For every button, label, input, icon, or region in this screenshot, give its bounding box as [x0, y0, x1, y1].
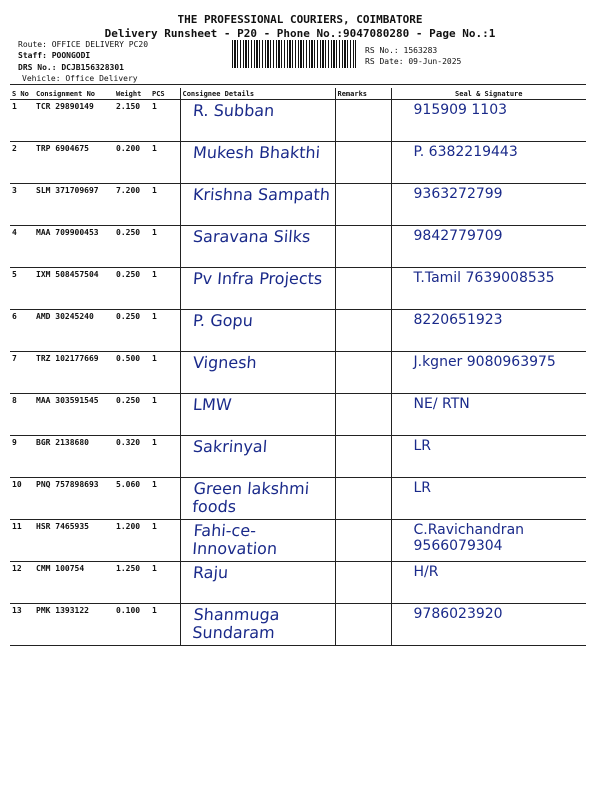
col-remarks: Remarks	[335, 88, 391, 100]
pcs-text: 1	[152, 312, 157, 321]
consignee-name	[180, 394, 335, 436]
remarks	[335, 268, 391, 310]
consignment-no	[34, 436, 114, 478]
pcs-text: 1	[152, 354, 157, 363]
pcs-text: 1	[152, 228, 157, 237]
remarks	[335, 352, 391, 394]
row-sno	[10, 268, 34, 310]
vehicle-label: Vehicle: Office Delivery	[22, 74, 138, 83]
consignee-handwriting: R. Subban	[191, 101, 275, 120]
signature	[391, 520, 586, 562]
pcs-text: 1	[152, 522, 157, 531]
signature	[391, 100, 586, 142]
company-title: THE PROFESSIONAL COURIERS, COIMBATORE	[177, 13, 423, 26]
weight-text: 0.250	[116, 228, 141, 237]
table-row	[10, 142, 586, 184]
weight	[114, 184, 150, 226]
table-row	[10, 394, 586, 436]
consignee-handwriting: Mukesh Bhakthi	[191, 143, 321, 162]
consignee-name	[180, 604, 335, 646]
pcs	[150, 604, 180, 646]
pcs	[150, 394, 180, 436]
consignment-no-text: BGR 2138680	[36, 438, 89, 447]
weight-text: 0.250	[116, 312, 141, 321]
consignment-no	[34, 520, 114, 562]
rs-date: RS Date: 09-Jun-2025	[365, 57, 462, 66]
consignment-no-text: IXM 508457504	[36, 270, 99, 279]
consignment-no	[34, 604, 114, 646]
signature	[391, 478, 586, 520]
pcs	[150, 268, 180, 310]
weight	[114, 478, 150, 520]
signature-handwriting: H/R	[413, 564, 439, 580]
signature-handwriting: 9363272799	[413, 186, 503, 202]
col-sno: S No	[10, 88, 34, 100]
weight-text: 1.250	[116, 564, 141, 573]
row-sno	[10, 100, 34, 142]
weight-text: 0.100	[116, 606, 141, 615]
signature-handwriting: NE/ RTN	[413, 396, 470, 412]
runsheet-subtitle: Delivery Runsheet - P20 - Phone No.:9047080280 - Page No.:1	[104, 27, 496, 40]
row-sno-text: 4	[12, 228, 17, 237]
remarks	[335, 226, 391, 268]
consignee-handwriting: Pv Infra Projects	[191, 269, 323, 288]
table-row	[10, 478, 586, 520]
weight	[114, 520, 150, 562]
consignment-no-text: AMD 30245240	[36, 312, 94, 321]
col-weight: Weight	[114, 88, 150, 100]
row-sno-text: 12	[12, 564, 22, 573]
row-sno	[10, 478, 34, 520]
weight-text: 7.200	[116, 186, 141, 195]
table-row	[10, 604, 586, 646]
pcs	[150, 436, 180, 478]
weight-text: 1.200	[116, 522, 141, 531]
table-row	[10, 268, 586, 310]
remarks	[335, 562, 391, 604]
consignee-name	[180, 436, 335, 478]
col-signature: Seal & Signature	[391, 88, 586, 100]
consignment-no	[34, 478, 114, 520]
pcs	[150, 352, 180, 394]
pcs	[150, 184, 180, 226]
pcs-text: 1	[152, 102, 157, 111]
consignment-no	[34, 184, 114, 226]
row-sno	[10, 604, 34, 646]
pcs-text: 1	[152, 396, 157, 405]
signature-handwriting: J.kgner 9080963975	[413, 354, 556, 370]
remarks	[335, 394, 391, 436]
weight	[114, 562, 150, 604]
row-sno-text: 9	[12, 438, 17, 447]
row-sno-text: 2	[12, 144, 17, 153]
weight-text: 0.200	[116, 144, 141, 153]
weight-text: 2.150	[116, 102, 141, 111]
pcs	[150, 562, 180, 604]
row-sno	[10, 310, 34, 352]
weight	[114, 394, 150, 436]
consignee-handwriting: Green lakshmi foods	[191, 479, 310, 516]
remarks	[335, 478, 391, 520]
table-row	[10, 436, 586, 478]
consignee-name	[180, 268, 335, 310]
signature-handwriting: P. 6382219443	[413, 144, 518, 160]
consignment-no-text: MAA 303591545	[36, 396, 99, 405]
header-divider	[10, 84, 586, 85]
signature	[391, 352, 586, 394]
row-sno-text: 5	[12, 270, 17, 279]
consignment-no	[34, 226, 114, 268]
pcs-text: 1	[152, 480, 157, 489]
weight-text: 0.250	[116, 396, 141, 405]
consignment-no	[34, 562, 114, 604]
pcs	[150, 100, 180, 142]
remarks	[335, 100, 391, 142]
consignee-name	[180, 310, 335, 352]
consignment-no-text: HSR 7465935	[36, 522, 89, 531]
signature-handwriting: 9786023920	[413, 606, 503, 622]
row-sno	[10, 520, 34, 562]
consignee-handwriting: Raju	[191, 563, 229, 582]
pcs-text: 1	[152, 438, 157, 447]
row-sno-text: 1	[12, 102, 17, 111]
weight	[114, 226, 150, 268]
consignee-name	[180, 226, 335, 268]
signature-handwriting: T.Tamil 7639008535	[413, 270, 555, 286]
weight	[114, 436, 150, 478]
consignment-no	[34, 394, 114, 436]
remarks	[335, 310, 391, 352]
signature-handwriting: C.Ravichandran 9566079304	[413, 522, 525, 554]
table-row	[10, 562, 586, 604]
row-sno	[10, 142, 34, 184]
consignment-no-text: SLM 371709697	[36, 186, 99, 195]
remarks	[335, 184, 391, 226]
consignee-name	[180, 142, 335, 184]
consignee-handwriting: Fahi-ce- Innovation	[191, 521, 278, 558]
remarks	[335, 520, 391, 562]
weight	[114, 100, 150, 142]
consignment-no-text: TCR 29890149	[36, 102, 94, 111]
row-sno-text: 6	[12, 312, 17, 321]
drs-label: DRS No.: DCJB156328301	[18, 63, 124, 72]
col-pcs: PCS	[150, 88, 180, 100]
pcs-text: 1	[152, 564, 157, 573]
remarks	[335, 436, 391, 478]
weight	[114, 310, 150, 352]
signature-handwriting: 915909 1103	[413, 102, 508, 118]
weight-text: 0.250	[116, 270, 141, 279]
row-sno	[10, 226, 34, 268]
signature-handwriting: 9842779709	[413, 228, 503, 244]
consignment-no	[34, 142, 114, 184]
pcs-text: 1	[152, 144, 157, 153]
signature	[391, 226, 586, 268]
runsheet-table	[10, 88, 586, 646]
weight-text: 5.060	[116, 480, 141, 489]
row-sno	[10, 562, 34, 604]
col-consignee: Consignee Details	[180, 88, 335, 100]
consignee-name	[180, 562, 335, 604]
consignment-no	[34, 100, 114, 142]
signature-handwriting: LR	[413, 438, 432, 454]
weight-text: 0.320	[116, 438, 141, 447]
consignment-no	[34, 310, 114, 352]
row-sno-text: 7	[12, 354, 17, 363]
signature	[391, 184, 586, 226]
consignee-name	[180, 100, 335, 142]
consignment-no-text: CMM 100754	[36, 564, 85, 573]
consignee-handwriting: LMW	[191, 395, 232, 414]
weight-text: 0.500	[116, 354, 141, 363]
signature	[391, 604, 586, 646]
signature	[391, 436, 586, 478]
consignment-no-text: PMK 1393122	[36, 606, 89, 615]
consignee-name	[180, 352, 335, 394]
weight	[114, 352, 150, 394]
signature	[391, 310, 586, 352]
table-row	[10, 352, 586, 394]
route-label: Route: OFFICE DELIVERY PC20	[18, 40, 149, 49]
row-sno	[10, 184, 34, 226]
consignment-no-text: PNQ 757898693	[36, 480, 99, 489]
consignee-handwriting: Krishna Sampath	[191, 185, 331, 204]
consignee-handwriting: P. Gopu	[191, 311, 254, 330]
consignee-name	[180, 184, 335, 226]
table-row	[10, 184, 586, 226]
table-row	[10, 100, 586, 142]
barcode	[232, 40, 356, 68]
consignment-no-text: TRP 6904675	[36, 144, 89, 153]
signature	[391, 562, 586, 604]
consignee-handwriting: Vignesh	[191, 353, 257, 372]
row-sno	[10, 394, 34, 436]
pcs-text: 1	[152, 606, 157, 615]
remarks	[335, 142, 391, 184]
col-consignment: Consignment No	[34, 88, 114, 100]
table-row	[10, 226, 586, 268]
rs-no: RS No.: 1563283	[365, 46, 438, 55]
consignee-handwriting: Sakrinyal	[191, 437, 268, 456]
row-sno-text: 11	[12, 522, 22, 531]
pcs-text: 1	[152, 270, 157, 279]
signature-handwriting: 8220651923	[413, 312, 503, 328]
pcs-text: 1	[152, 186, 157, 195]
weight	[114, 604, 150, 646]
table-row	[10, 520, 586, 562]
pcs	[150, 310, 180, 352]
row-sno	[10, 352, 34, 394]
row-sno-text: 8	[12, 396, 17, 405]
pcs	[150, 478, 180, 520]
consignment-no-text: TRZ 102177669	[36, 354, 99, 363]
consignment-no	[34, 352, 114, 394]
row-sno-text: 10	[12, 480, 22, 489]
consignee-name	[180, 520, 335, 562]
consignment-no	[34, 268, 114, 310]
row-sno-text: 13	[12, 606, 22, 615]
table-row	[10, 310, 586, 352]
row-sno-text: 3	[12, 186, 17, 195]
remarks	[335, 604, 391, 646]
pcs	[150, 142, 180, 184]
signature	[391, 142, 586, 184]
consignee-handwriting: Saravana Silks	[191, 227, 311, 246]
signature-handwriting: LR	[413, 480, 432, 496]
table-header	[10, 88, 586, 100]
weight	[114, 268, 150, 310]
pcs	[150, 226, 180, 268]
consignment-no-text: MAA 709900453	[36, 228, 99, 237]
weight	[114, 142, 150, 184]
pcs	[150, 520, 180, 562]
staff-label: Staff: POONGODI	[18, 51, 91, 60]
consignee-handwriting: Shanmuga Sundaram	[191, 605, 280, 642]
consignee-name	[180, 478, 335, 520]
row-sno	[10, 436, 34, 478]
signature	[391, 268, 586, 310]
signature	[391, 394, 586, 436]
